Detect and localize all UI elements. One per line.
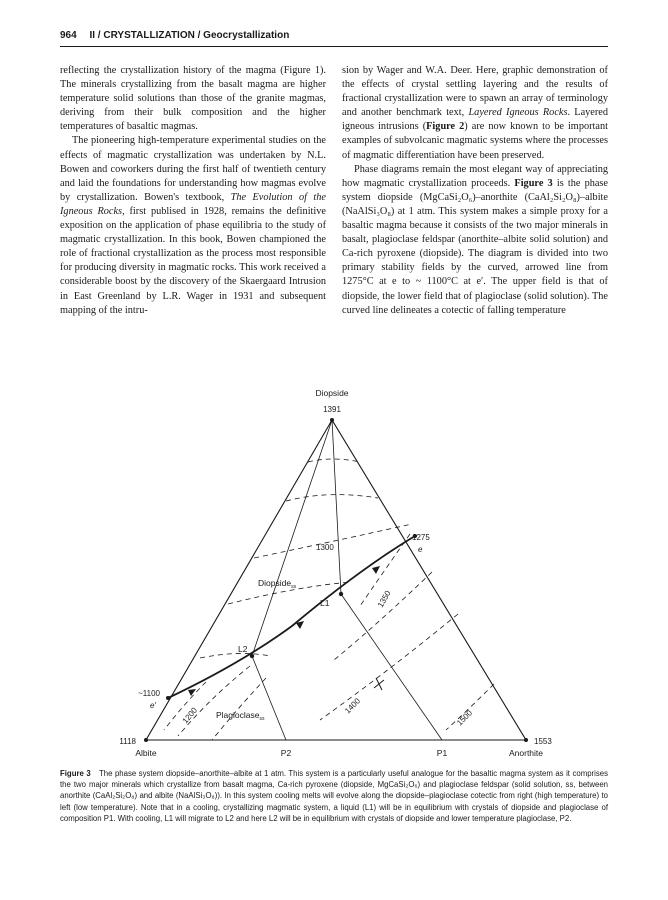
plagioclase-field-subscript: ss <box>259 716 265 722</box>
figure-caption <box>60 768 608 824</box>
book-title-layered: Layered Igneous Rocks <box>468 107 568 119</box>
cross-marker <box>374 678 384 690</box>
right-paragraph-2 <box>342 163 608 318</box>
right-p1-text-c: ) are now known to be important examples of subvolcanic magmatic systems where the processes of magmatic differentiation have been preserved. <box>342 121 608 161</box>
caption-label: Figure 3 <box>60 769 91 778</box>
point-L2 <box>250 654 254 658</box>
figure-2-ref: Figure 2 <box>426 121 465 133</box>
tieline-apex-L1 <box>332 420 341 594</box>
label-1200: 1200 <box>180 705 199 726</box>
right-p2-text-a: Phase diagrams remain the most elegant way of appreciating how magmatic crystallization proceeds. <box>342 163 608 189</box>
tieline-L1-P1 <box>341 594 442 740</box>
section-title: II / CRYSTALLIZATION / Geocrystallization <box>89 30 290 41</box>
label-e-temp: 1275 <box>412 533 430 542</box>
right-p2-text-b: is the phase system diopside (MgCaSi₂O₆)–anorthite (CaAl₂Si₂O₈)–albite (NaAlSi₃O₈) at 1 atm. This system makes a simple proxy for a basaltic magma because it consists of the two major minerals in basalt, plagioclase feldspar (anorthite–albite solid solution) and Ca-rich pyroxene (diopside). The diagram is divided into two primary stability fields by the curved, arrowed line from 1275°C at e to ~ 1100°C at e′. The upper field is that of diopside, the lower field that of plagioclase (solid solution). The curved line delineates a cotectic of falling temperature <box>342 177 609 316</box>
label-anorthite: Anorthite <box>508 748 544 758</box>
left-p2-text-b: , first publised in 1928, remains the definitive exposition on the application of phase equilibria to the study of magmatic crystallization. In this book, Bowen championed the role of fractional crystallization as the process most responsible for producing diversity in magmatic rocks. This work received a considerable boost by the discovery of the Skaergaard Intrusion in East Greenland by L.R. Wager in 1931 and subsequent mapping of the intru- <box>60 205 326 316</box>
cotectic-arrow-1 <box>372 566 380 574</box>
label-1500: 1500 <box>455 708 474 728</box>
tieline-L2-P2 <box>252 656 286 740</box>
right-p1-text-b: . Layered igneous intrusions ( <box>342 107 609 133</box>
isotherm-1500 <box>446 684 494 730</box>
figure-3-phase-diagram <box>60 364 608 764</box>
point-e-prime <box>166 696 170 700</box>
plagioclase-field-text: Plagioclase <box>216 710 260 720</box>
right-paragraph-1 <box>342 64 608 163</box>
diopside-field-text: Diopside <box>258 578 292 588</box>
label-plagioclase-field <box>216 710 265 722</box>
label-1350: 1350 <box>375 589 393 609</box>
isotherm-1400 <box>320 614 458 720</box>
right-p1-text-a: sion by Wager and W.A. Deer. Here, graphic demonstration of the effects of crystal settling layering and the results of fractional crystallization were to spawn an array of terminology and another benchmark text, <box>342 65 608 119</box>
label-P2: P2 <box>280 748 292 758</box>
isotherm-mid-1 <box>334 572 432 660</box>
label-L2: L2 <box>238 644 248 654</box>
left-paragraph-2 <box>60 134 326 317</box>
label-e: e <box>418 545 423 554</box>
albite-point <box>144 738 148 742</box>
cotectic-curve <box>168 536 415 698</box>
label-albite-temp: 1118 <box>119 737 136 746</box>
label-L1: L1 <box>320 598 330 608</box>
left-paragraph-1: reflecting the crystallization history of the magma (Figure 1). The minerals crystallizing from the basalt magma are higher temperature solid solutions than those of the granite magmas, deriving from their bulk composition and the higher temperatures of basaltic magmas. <box>60 65 326 133</box>
left-column <box>60 64 326 318</box>
isotherm-diop-5 <box>200 653 270 658</box>
header-rule <box>60 46 608 47</box>
label-diopside-field <box>258 578 297 590</box>
label-1300: 1300 <box>316 543 334 552</box>
anorthite-point <box>524 738 528 742</box>
ternary-triangle <box>146 420 526 740</box>
book-title-evolution: The Evolution of the Igneous Rocks <box>60 191 327 217</box>
isotherm-left-2 <box>178 666 250 736</box>
diopside-field-subscript: ss <box>291 584 297 590</box>
label-P1: P1 <box>436 748 448 758</box>
label-anorthite-temp: 1553 <box>534 737 552 746</box>
running-head <box>60 30 608 46</box>
left-p2-text-a: The pioneering high-temperature experimental studies on the effects of magmatic crystallization was undertaken by N.L. Bowen and coworkers during the first half of twentieth century and laid the foundations for understanding how magmas evolve by crystallization. Bowen's textbook, <box>60 135 326 203</box>
figure-3-ref: Figure 3 <box>514 177 553 189</box>
label-apex-temp: 1391 <box>323 405 341 414</box>
label-eprime: e′ <box>150 701 156 710</box>
label-1400: 1400 <box>343 696 362 716</box>
isotherm-upper-2 <box>286 495 378 501</box>
label-eprime-temp: ~1100 <box>138 689 160 698</box>
caption-text: The phase system diopside–anorthite–albite at 1 atm. This system is a particularly useful analogue for the basaltic magma system as it comprises the two major minerals which crystallize from basalt magma, Ca-rich pyroxene (diopside, MgCaSi₂O₆) and plagioclase feldspar (solid solution, ss, between anorthite (CaAl₂Si₂O₈) and albite (NaAlSi₃O₈)). In this system cooling melts will evolve along the diopside–plagioclase cotectic from right (high temperature) to left (low temperature). Note that in a cooling, crystallizing magmatic system, a liquid (L1) will be in equilibrium with crystals of diopside and plagioclase of composition P1. With cooling, L1 will migrate to L2 and here L2 will be in equilibrium with crystals of diopside and lower temperature plagioclase, P2. <box>60 769 608 823</box>
isotherm-left-3 <box>212 678 266 740</box>
label-diopside-apex: Diopside <box>315 388 349 398</box>
right-column <box>342 64 608 318</box>
cotectic-arrow-3 <box>188 689 196 696</box>
page-number: 964 <box>60 30 77 41</box>
label-albite: Albite <box>135 748 157 758</box>
ternary-diagram <box>60 364 608 764</box>
point-L1 <box>339 592 343 596</box>
